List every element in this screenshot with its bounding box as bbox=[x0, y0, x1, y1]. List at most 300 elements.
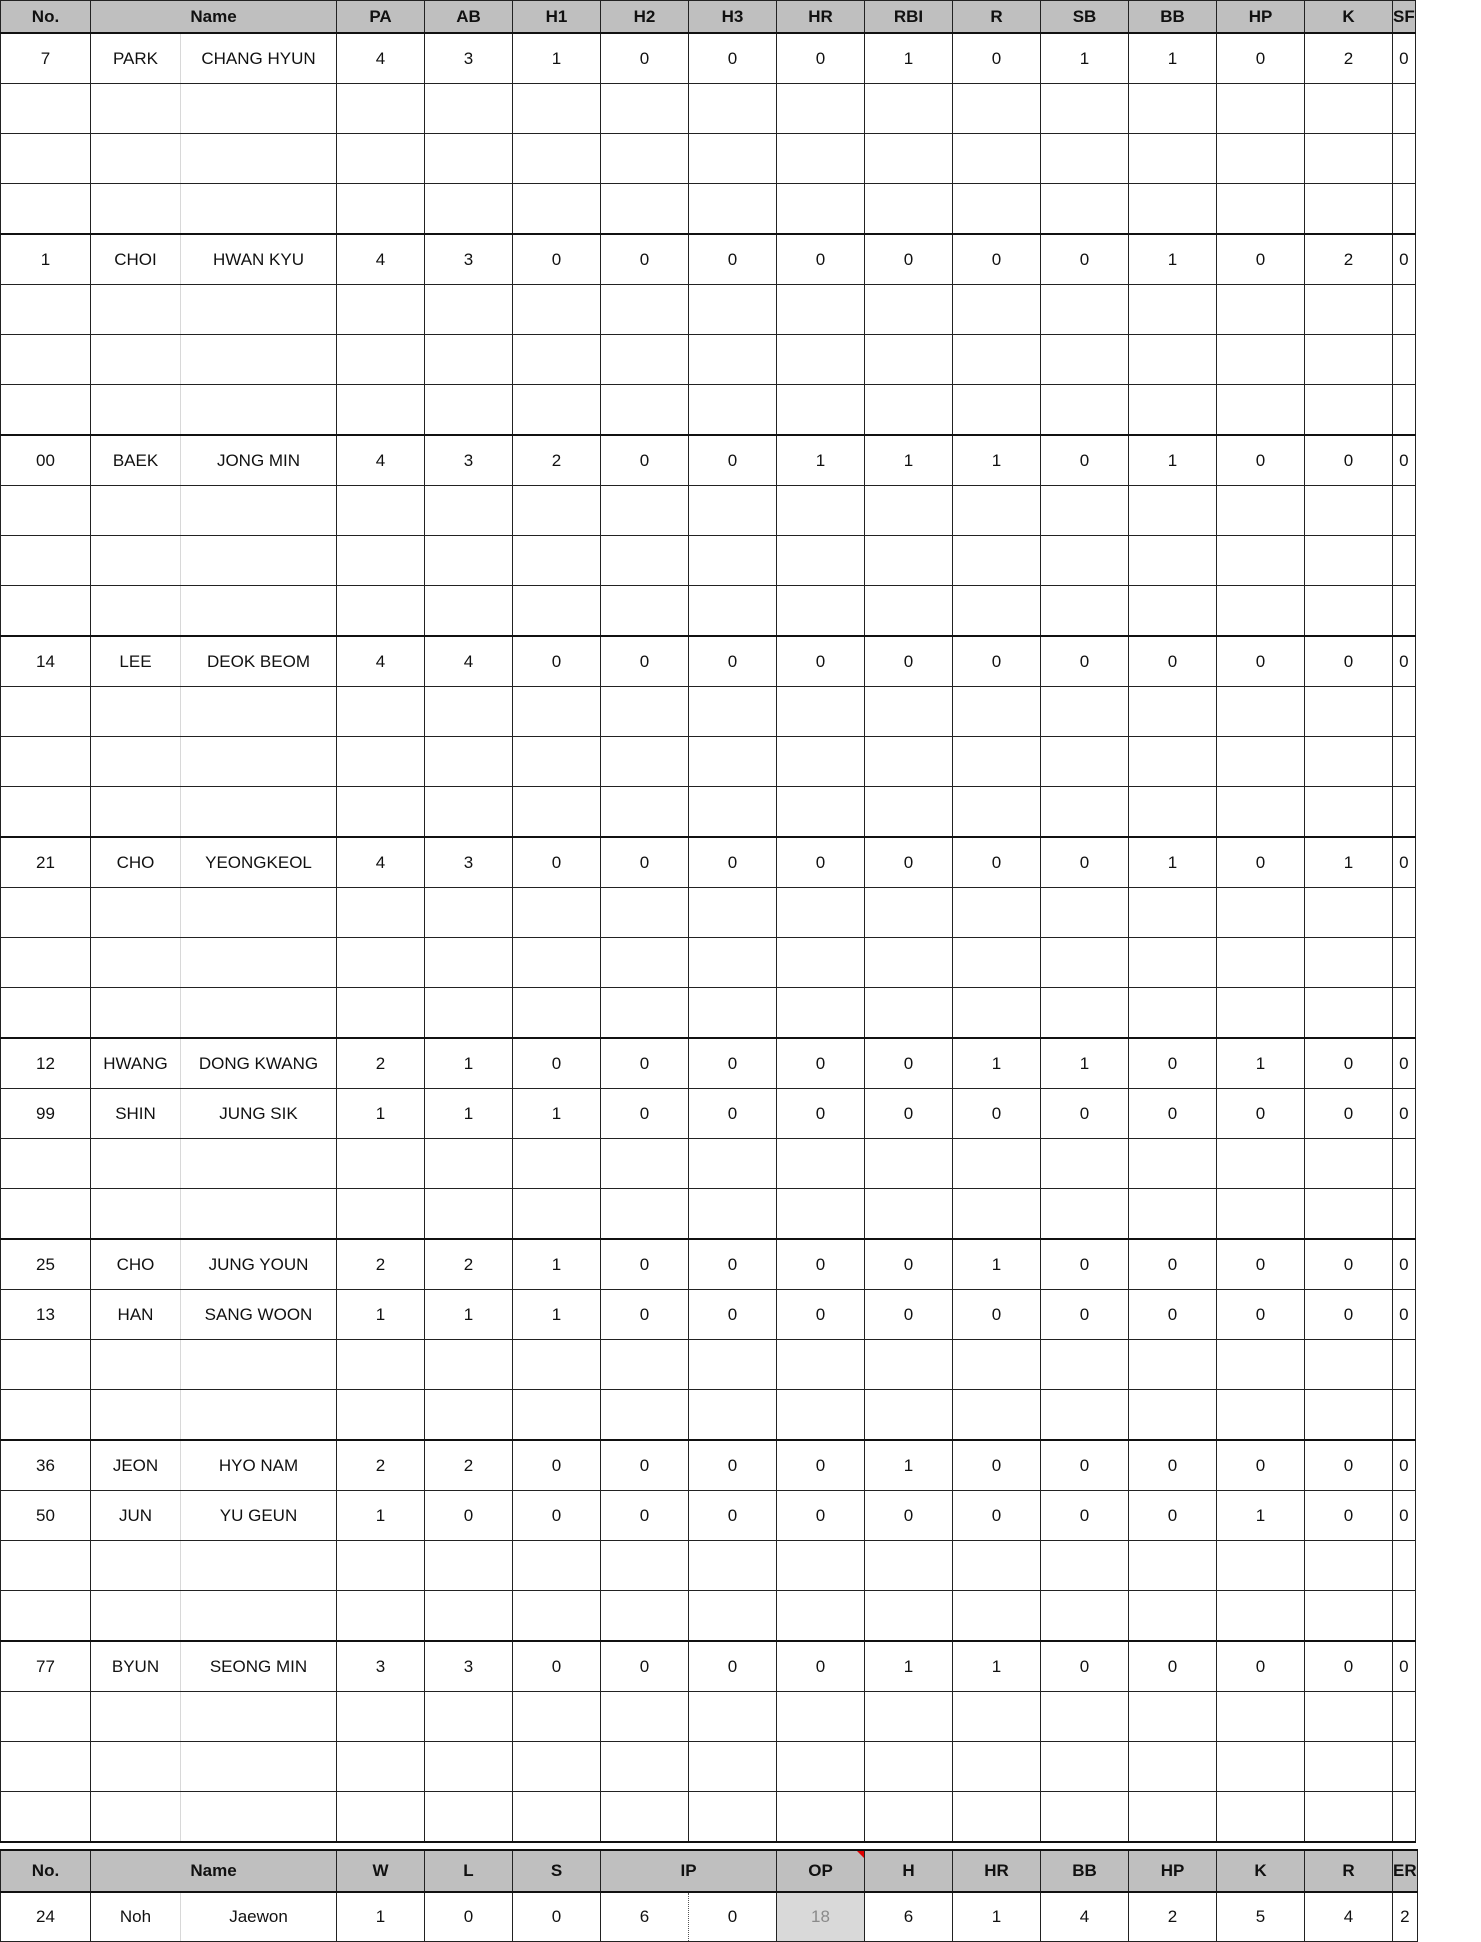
cell-last[interactable]: CHO bbox=[91, 837, 181, 888]
cell-pa[interactable] bbox=[337, 787, 425, 838]
cell-sf[interactable] bbox=[1393, 787, 1416, 838]
cell-last[interactable] bbox=[91, 787, 181, 838]
cell-r[interactable] bbox=[953, 1340, 1041, 1390]
cell-k[interactable] bbox=[1305, 787, 1393, 838]
cell-l[interactable]: 0 bbox=[425, 1892, 513, 1942]
cell-first[interactable] bbox=[181, 1340, 337, 1390]
cell-h2[interactable] bbox=[601, 385, 689, 436]
cell-r[interactable] bbox=[953, 1139, 1041, 1189]
cell-h2[interactable] bbox=[601, 486, 689, 536]
cell-h2[interactable] bbox=[601, 1692, 689, 1742]
cell-h3[interactable] bbox=[689, 134, 777, 184]
cell-hr[interactable] bbox=[777, 687, 865, 737]
cell-ab[interactable] bbox=[425, 335, 513, 385]
cell-no[interactable] bbox=[1, 1591, 91, 1642]
cell-r[interactable] bbox=[953, 84, 1041, 134]
cell-sb[interactable] bbox=[1041, 335, 1129, 385]
cell-h1[interactable]: 0 bbox=[513, 1440, 601, 1491]
cell-last[interactable] bbox=[91, 285, 181, 335]
cell-hp[interactable] bbox=[1217, 285, 1305, 335]
cell-sf[interactable] bbox=[1393, 1139, 1416, 1189]
cell-r[interactable] bbox=[953, 1390, 1041, 1441]
cell-last[interactable] bbox=[91, 1139, 181, 1189]
cell-sf[interactable] bbox=[1393, 737, 1416, 787]
cell-sb[interactable] bbox=[1041, 1340, 1129, 1390]
cell-ab[interactable] bbox=[425, 687, 513, 737]
cell-last[interactable]: CHO bbox=[91, 1239, 181, 1290]
cell-rbi[interactable] bbox=[865, 84, 953, 134]
cell-h3[interactable]: 0 bbox=[689, 837, 777, 888]
cell-hp[interactable]: 0 bbox=[1217, 1239, 1305, 1290]
cell-h3[interactable] bbox=[689, 1390, 777, 1441]
cell-last[interactable] bbox=[91, 1692, 181, 1742]
cell-sf[interactable] bbox=[1393, 385, 1416, 436]
cell-rbi[interactable] bbox=[865, 536, 953, 586]
cell-sb[interactable] bbox=[1041, 1692, 1129, 1742]
cell-h2[interactable] bbox=[601, 1390, 689, 1441]
cell-ab[interactable] bbox=[425, 1390, 513, 1441]
cell-rbi[interactable] bbox=[865, 1390, 953, 1441]
cell-hr[interactable] bbox=[777, 536, 865, 586]
cell-bb[interactable]: 0 bbox=[1129, 1641, 1217, 1692]
cell-last[interactable] bbox=[91, 737, 181, 787]
cell-rbi[interactable] bbox=[865, 134, 953, 184]
cell-k[interactable]: 0 bbox=[1305, 1239, 1393, 1290]
cell-h1[interactable]: 0 bbox=[513, 234, 601, 285]
cell-h2[interactable] bbox=[601, 1340, 689, 1390]
cell-sf[interactable] bbox=[1393, 335, 1416, 385]
cell-bb[interactable]: 0 bbox=[1129, 1038, 1217, 1089]
cell-hr[interactable] bbox=[777, 737, 865, 787]
cell-bb[interactable] bbox=[1129, 1541, 1217, 1591]
cell-last[interactable]: HAN bbox=[91, 1290, 181, 1340]
cell-hp[interactable]: 1 bbox=[1217, 1491, 1305, 1541]
cell-r[interactable]: 1 bbox=[953, 435, 1041, 486]
cell-bb[interactable] bbox=[1129, 687, 1217, 737]
cell-first[interactable] bbox=[181, 1692, 337, 1742]
cell-ab[interactable]: 1 bbox=[425, 1089, 513, 1139]
cell-ab[interactable] bbox=[425, 536, 513, 586]
cell-k[interactable] bbox=[1305, 134, 1393, 184]
cell-no[interactable] bbox=[1, 586, 91, 637]
cell-rbi[interactable] bbox=[865, 787, 953, 838]
cell-h3[interactable]: 0 bbox=[689, 1038, 777, 1089]
cell-hp[interactable] bbox=[1217, 1541, 1305, 1591]
cell-pa[interactable] bbox=[337, 1340, 425, 1390]
cell-no[interactable] bbox=[1, 1189, 91, 1240]
cell-h1[interactable] bbox=[513, 285, 601, 335]
cell-bb[interactable] bbox=[1129, 184, 1217, 235]
cell-rbi[interactable]: 0 bbox=[865, 1491, 953, 1541]
cell-no[interactable] bbox=[1, 84, 91, 134]
cell-hp[interactable]: 0 bbox=[1217, 234, 1305, 285]
cell-ab[interactable] bbox=[425, 1792, 513, 1843]
cell-first[interactable] bbox=[181, 184, 337, 235]
cell-pa[interactable] bbox=[337, 385, 425, 436]
cell-hp[interactable] bbox=[1217, 1189, 1305, 1240]
cell-hp[interactable] bbox=[1217, 737, 1305, 787]
cell-sb[interactable] bbox=[1041, 586, 1129, 637]
cell-h1[interactable]: 0 bbox=[513, 1038, 601, 1089]
cell-sf[interactable] bbox=[1393, 938, 1416, 988]
cell-h1[interactable] bbox=[513, 938, 601, 988]
cell-hr[interactable] bbox=[777, 285, 865, 335]
cell-k[interactable]: 1 bbox=[1305, 837, 1393, 888]
cell-r[interactable] bbox=[953, 737, 1041, 787]
cell-ab[interactable] bbox=[425, 1742, 513, 1792]
cell-first[interactable]: YU GEUN bbox=[181, 1491, 337, 1541]
cell-hp[interactable] bbox=[1217, 1742, 1305, 1792]
cell-ab[interactable]: 2 bbox=[425, 1239, 513, 1290]
cell-sf[interactable] bbox=[1393, 1541, 1416, 1591]
cell-k[interactable] bbox=[1305, 486, 1393, 536]
cell-bb[interactable]: 0 bbox=[1129, 1290, 1217, 1340]
cell-h2[interactable]: 0 bbox=[601, 234, 689, 285]
cell-sb[interactable]: 0 bbox=[1041, 234, 1129, 285]
cell-hp[interactable] bbox=[1217, 134, 1305, 184]
cell-h1[interactable]: 0 bbox=[513, 1641, 601, 1692]
cell-bb[interactable]: 1 bbox=[1129, 234, 1217, 285]
cell-sb[interactable] bbox=[1041, 486, 1129, 536]
cell-hp[interactable] bbox=[1217, 888, 1305, 938]
cell-hr[interactable] bbox=[777, 335, 865, 385]
cell-ab[interactable] bbox=[425, 1340, 513, 1390]
cell-ab[interactable]: 3 bbox=[425, 33, 513, 84]
cell-pa[interactable]: 4 bbox=[337, 435, 425, 486]
cell-hr[interactable] bbox=[777, 1591, 865, 1642]
cell-hr[interactable] bbox=[777, 1692, 865, 1742]
cell-r[interactable] bbox=[953, 184, 1041, 235]
cell-rbi[interactable] bbox=[865, 385, 953, 436]
cell-h2[interactable] bbox=[601, 737, 689, 787]
cell-h2[interactable]: 0 bbox=[601, 33, 689, 84]
cell-last[interactable]: JEON bbox=[91, 1440, 181, 1491]
cell-h1[interactable] bbox=[513, 1591, 601, 1642]
cell-pa[interactable] bbox=[337, 84, 425, 134]
cell-bb[interactable] bbox=[1129, 1692, 1217, 1742]
cell-r[interactable]: 0 bbox=[953, 1440, 1041, 1491]
comment-marker-icon[interactable] bbox=[857, 1851, 864, 1858]
cell-k[interactable] bbox=[1305, 285, 1393, 335]
cell-sb[interactable]: 0 bbox=[1041, 1641, 1129, 1692]
cell-hr[interactable]: 0 bbox=[777, 1290, 865, 1340]
cell-no[interactable]: 99 bbox=[1, 1089, 91, 1139]
cell-ab[interactable]: 2 bbox=[425, 1440, 513, 1491]
cell-h2[interactable] bbox=[601, 84, 689, 134]
cell-sb[interactable] bbox=[1041, 737, 1129, 787]
cell-last[interactable]: BYUN bbox=[91, 1641, 181, 1692]
cell-r[interactable] bbox=[953, 938, 1041, 988]
cell-hp[interactable] bbox=[1217, 586, 1305, 637]
cell-ab[interactable] bbox=[425, 1692, 513, 1742]
cell-hr[interactable] bbox=[777, 1541, 865, 1591]
cell-sb[interactable]: 0 bbox=[1041, 1491, 1129, 1541]
cell-k[interactable] bbox=[1305, 536, 1393, 586]
cell-h2[interactable] bbox=[601, 938, 689, 988]
cell-h2[interactable]: 0 bbox=[601, 1290, 689, 1340]
cell-first[interactable] bbox=[181, 1792, 337, 1843]
cell-last[interactable]: SHIN bbox=[91, 1089, 181, 1139]
cell-last[interactable] bbox=[91, 938, 181, 988]
cell-last[interactable] bbox=[91, 888, 181, 938]
cell-no[interactable] bbox=[1, 687, 91, 737]
cell-pa[interactable] bbox=[337, 285, 425, 335]
cell-k[interactable]: 0 bbox=[1305, 1641, 1393, 1692]
cell-no[interactable] bbox=[1, 1390, 91, 1441]
cell-first[interactable] bbox=[181, 1591, 337, 1642]
cell-sf[interactable] bbox=[1393, 1692, 1416, 1742]
cell-hp[interactable] bbox=[1217, 335, 1305, 385]
cell-h3[interactable]: 0 bbox=[689, 1440, 777, 1491]
cell-rbi[interactable]: 0 bbox=[865, 837, 953, 888]
cell-bb[interactable]: 1 bbox=[1129, 33, 1217, 84]
cell-h1[interactable] bbox=[513, 1390, 601, 1441]
cell-pa[interactable] bbox=[337, 1541, 425, 1591]
cell-k[interactable] bbox=[1305, 335, 1393, 385]
cell-k[interactable]: 0 bbox=[1305, 1440, 1393, 1491]
cell-bb[interactable]: 0 bbox=[1129, 636, 1217, 687]
cell-sf[interactable]: 0 bbox=[1393, 1038, 1416, 1089]
cell-k[interactable] bbox=[1305, 1591, 1393, 1642]
cell-hr[interactable] bbox=[777, 988, 865, 1039]
cell-no[interactable]: 50 bbox=[1, 1491, 91, 1541]
cell-h3[interactable] bbox=[689, 1742, 777, 1792]
cell-h1[interactable] bbox=[513, 888, 601, 938]
cell-sb[interactable]: 0 bbox=[1041, 1290, 1129, 1340]
cell-bb[interactable] bbox=[1129, 1390, 1217, 1441]
cell-sb[interactable] bbox=[1041, 1139, 1129, 1189]
cell-last[interactable] bbox=[91, 84, 181, 134]
cell-no[interactable] bbox=[1, 1340, 91, 1390]
cell-rbi[interactable] bbox=[865, 1139, 953, 1189]
cell-first[interactable] bbox=[181, 385, 337, 436]
cell-h2[interactable] bbox=[601, 1541, 689, 1591]
cell-r[interactable] bbox=[953, 1541, 1041, 1591]
cell-r[interactable] bbox=[953, 1189, 1041, 1240]
cell-h3[interactable] bbox=[689, 1591, 777, 1642]
cell-rbi[interactable] bbox=[865, 938, 953, 988]
cell-last[interactable] bbox=[91, 335, 181, 385]
cell-hr[interactable] bbox=[777, 1742, 865, 1792]
cell-rbi[interactable]: 1 bbox=[865, 1440, 953, 1491]
cell-r[interactable] bbox=[953, 888, 1041, 938]
cell-bb[interactable] bbox=[1129, 888, 1217, 938]
cell-first[interactable] bbox=[181, 1742, 337, 1792]
cell-pa[interactable] bbox=[337, 988, 425, 1039]
cell-hr[interactable]: 1 bbox=[777, 435, 865, 486]
cell-hp[interactable]: 0 bbox=[1217, 33, 1305, 84]
cell-last[interactable] bbox=[91, 134, 181, 184]
cell-hr[interactable]: 0 bbox=[777, 1089, 865, 1139]
cell-hp[interactable] bbox=[1217, 988, 1305, 1039]
cell-pa[interactable] bbox=[337, 1390, 425, 1441]
cell-rbi[interactable] bbox=[865, 335, 953, 385]
cell-rbi[interactable] bbox=[865, 586, 953, 637]
cell-first[interactable]: HYO NAM bbox=[181, 1440, 337, 1491]
cell-last[interactable] bbox=[91, 1541, 181, 1591]
cell-h1[interactable] bbox=[513, 1792, 601, 1843]
cell-bb[interactable] bbox=[1129, 1742, 1217, 1792]
cell-h2[interactable] bbox=[601, 1742, 689, 1792]
cell-rbi[interactable] bbox=[865, 737, 953, 787]
cell-k[interactable]: 0 bbox=[1305, 636, 1393, 687]
cell-h3[interactable] bbox=[689, 586, 777, 637]
cell-first[interactable] bbox=[181, 84, 337, 134]
cell-sb[interactable]: 0 bbox=[1041, 837, 1129, 888]
cell-bb[interactable] bbox=[1129, 737, 1217, 787]
cell-sf[interactable]: 0 bbox=[1393, 234, 1416, 285]
cell-last[interactable] bbox=[91, 1792, 181, 1843]
cell-h1[interactable]: 0 bbox=[513, 837, 601, 888]
cell-first[interactable] bbox=[181, 335, 337, 385]
cell-pa[interactable] bbox=[337, 335, 425, 385]
cell-bb[interactable]: 0 bbox=[1129, 1440, 1217, 1491]
cell-r[interactable] bbox=[953, 486, 1041, 536]
cell-first[interactable]: SEONG MIN bbox=[181, 1641, 337, 1692]
cell-sf[interactable]: 0 bbox=[1393, 33, 1416, 84]
cell-h1[interactable] bbox=[513, 184, 601, 235]
cell-h3[interactable] bbox=[689, 184, 777, 235]
cell-first[interactable] bbox=[181, 787, 337, 838]
cell-h1[interactable] bbox=[513, 737, 601, 787]
cell-pa[interactable]: 1 bbox=[337, 1491, 425, 1541]
cell-op[interactable]: 18 bbox=[777, 1892, 865, 1942]
cell-hr[interactable] bbox=[777, 1189, 865, 1240]
cell-h2[interactable]: 0 bbox=[601, 1491, 689, 1541]
cell-pa[interactable] bbox=[337, 1139, 425, 1189]
cell-r[interactable]: 0 bbox=[953, 1491, 1041, 1541]
cell-h2[interactable] bbox=[601, 586, 689, 637]
cell-sb[interactable] bbox=[1041, 1541, 1129, 1591]
cell-h1[interactable] bbox=[513, 787, 601, 838]
cell-h1[interactable] bbox=[513, 536, 601, 586]
cell-sb[interactable] bbox=[1041, 385, 1129, 436]
cell-rbi[interactable]: 0 bbox=[865, 234, 953, 285]
cell-rbi[interactable] bbox=[865, 486, 953, 536]
cell-k[interactable]: 2 bbox=[1305, 234, 1393, 285]
cell-pa[interactable] bbox=[337, 737, 425, 787]
cell-sf[interactable] bbox=[1393, 1340, 1416, 1390]
cell-h3[interactable] bbox=[689, 1139, 777, 1189]
cell-first[interactable]: Jaewon bbox=[181, 1892, 337, 1942]
cell-pa[interactable] bbox=[337, 134, 425, 184]
cell-k[interactable]: 5 bbox=[1217, 1892, 1305, 1942]
cell-pa[interactable]: 4 bbox=[337, 837, 425, 888]
cell-no[interactable] bbox=[1, 988, 91, 1039]
cell-k[interactable] bbox=[1305, 1692, 1393, 1742]
cell-h1[interactable] bbox=[513, 1541, 601, 1591]
cell-h3[interactable] bbox=[689, 285, 777, 335]
cell-bb[interactable] bbox=[1129, 1189, 1217, 1240]
cell-first[interactable] bbox=[181, 536, 337, 586]
cell-hp[interactable] bbox=[1217, 1390, 1305, 1441]
cell-ab[interactable] bbox=[425, 486, 513, 536]
cell-hp[interactable] bbox=[1217, 385, 1305, 436]
cell-hp[interactable]: 0 bbox=[1217, 1290, 1305, 1340]
cell-k[interactable] bbox=[1305, 737, 1393, 787]
cell-hr[interactable]: 0 bbox=[777, 33, 865, 84]
cell-h2[interactable] bbox=[601, 988, 689, 1039]
cell-no[interactable] bbox=[1, 938, 91, 988]
cell-no[interactable]: 25 bbox=[1, 1239, 91, 1290]
cell-last[interactable]: HWANG bbox=[91, 1038, 181, 1089]
cell-k[interactable]: 0 bbox=[1305, 435, 1393, 486]
cell-h1[interactable] bbox=[513, 134, 601, 184]
cell-ab[interactable]: 3 bbox=[425, 234, 513, 285]
cell-h3[interactable]: 0 bbox=[689, 1239, 777, 1290]
cell-h2[interactable] bbox=[601, 134, 689, 184]
cell-k[interactable]: 0 bbox=[1305, 1290, 1393, 1340]
cell-bb[interactable] bbox=[1129, 285, 1217, 335]
cell-k[interactable]: 2 bbox=[1305, 33, 1393, 84]
cell-r[interactable] bbox=[953, 586, 1041, 637]
cell-no[interactable]: 1 bbox=[1, 234, 91, 285]
cell-hr[interactable] bbox=[777, 84, 865, 134]
cell-ab[interactable] bbox=[425, 888, 513, 938]
cell-sf[interactable] bbox=[1393, 184, 1416, 235]
cell-pa[interactable] bbox=[337, 888, 425, 938]
cell-h1[interactable] bbox=[513, 335, 601, 385]
cell-r[interactable]: 1 bbox=[953, 1038, 1041, 1089]
cell-sb[interactable]: 1 bbox=[1041, 1038, 1129, 1089]
cell-pa[interactable] bbox=[337, 586, 425, 637]
cell-hr[interactable]: 0 bbox=[777, 636, 865, 687]
cell-pa[interactable] bbox=[337, 687, 425, 737]
cell-first[interactable] bbox=[181, 1139, 337, 1189]
cell-h1[interactable] bbox=[513, 385, 601, 436]
cell-h1[interactable] bbox=[513, 988, 601, 1039]
cell-h2[interactable]: 0 bbox=[601, 1239, 689, 1290]
cell-sf[interactable]: 0 bbox=[1393, 435, 1416, 486]
cell-sb[interactable] bbox=[1041, 285, 1129, 335]
cell-k[interactable] bbox=[1305, 586, 1393, 637]
cell-h1[interactable]: 2 bbox=[513, 435, 601, 486]
cell-r[interactable] bbox=[953, 988, 1041, 1039]
cell-bb[interactable] bbox=[1129, 938, 1217, 988]
cell-pa[interactable] bbox=[337, 486, 425, 536]
cell-rbi[interactable] bbox=[865, 1692, 953, 1742]
cell-no[interactable] bbox=[1, 184, 91, 235]
cell-hp[interactable] bbox=[1217, 536, 1305, 586]
cell-k[interactable]: 0 bbox=[1305, 1491, 1393, 1541]
cell-ab[interactable]: 1 bbox=[425, 1290, 513, 1340]
cell-ab[interactable] bbox=[425, 285, 513, 335]
cell-hp[interactable] bbox=[1217, 486, 1305, 536]
cell-rbi[interactable] bbox=[865, 1340, 953, 1390]
cell-no[interactable] bbox=[1, 787, 91, 838]
cell-sf[interactable]: 0 bbox=[1393, 1491, 1416, 1541]
cell-sf[interactable] bbox=[1393, 888, 1416, 938]
cell-sb[interactable] bbox=[1041, 1591, 1129, 1642]
cell-h2[interactable]: 0 bbox=[601, 435, 689, 486]
cell-sb[interactable]: 0 bbox=[1041, 636, 1129, 687]
cell-s[interactable]: 0 bbox=[513, 1892, 601, 1942]
cell-no[interactable] bbox=[1, 888, 91, 938]
cell-hp[interactable] bbox=[1217, 1340, 1305, 1390]
cell-h1[interactable]: 0 bbox=[513, 1491, 601, 1541]
cell-pa[interactable]: 2 bbox=[337, 1440, 425, 1491]
cell-first[interactable] bbox=[181, 285, 337, 335]
cell-sf[interactable] bbox=[1393, 687, 1416, 737]
cell-no[interactable]: 7 bbox=[1, 33, 91, 84]
cell-h2[interactable] bbox=[601, 335, 689, 385]
cell-no[interactable] bbox=[1, 1692, 91, 1742]
cell-k[interactable] bbox=[1305, 1390, 1393, 1441]
cell-first[interactable] bbox=[181, 888, 337, 938]
cell-h1[interactable]: 1 bbox=[513, 1239, 601, 1290]
cell-sf[interactable] bbox=[1393, 1390, 1416, 1441]
cell-sb[interactable] bbox=[1041, 787, 1129, 838]
